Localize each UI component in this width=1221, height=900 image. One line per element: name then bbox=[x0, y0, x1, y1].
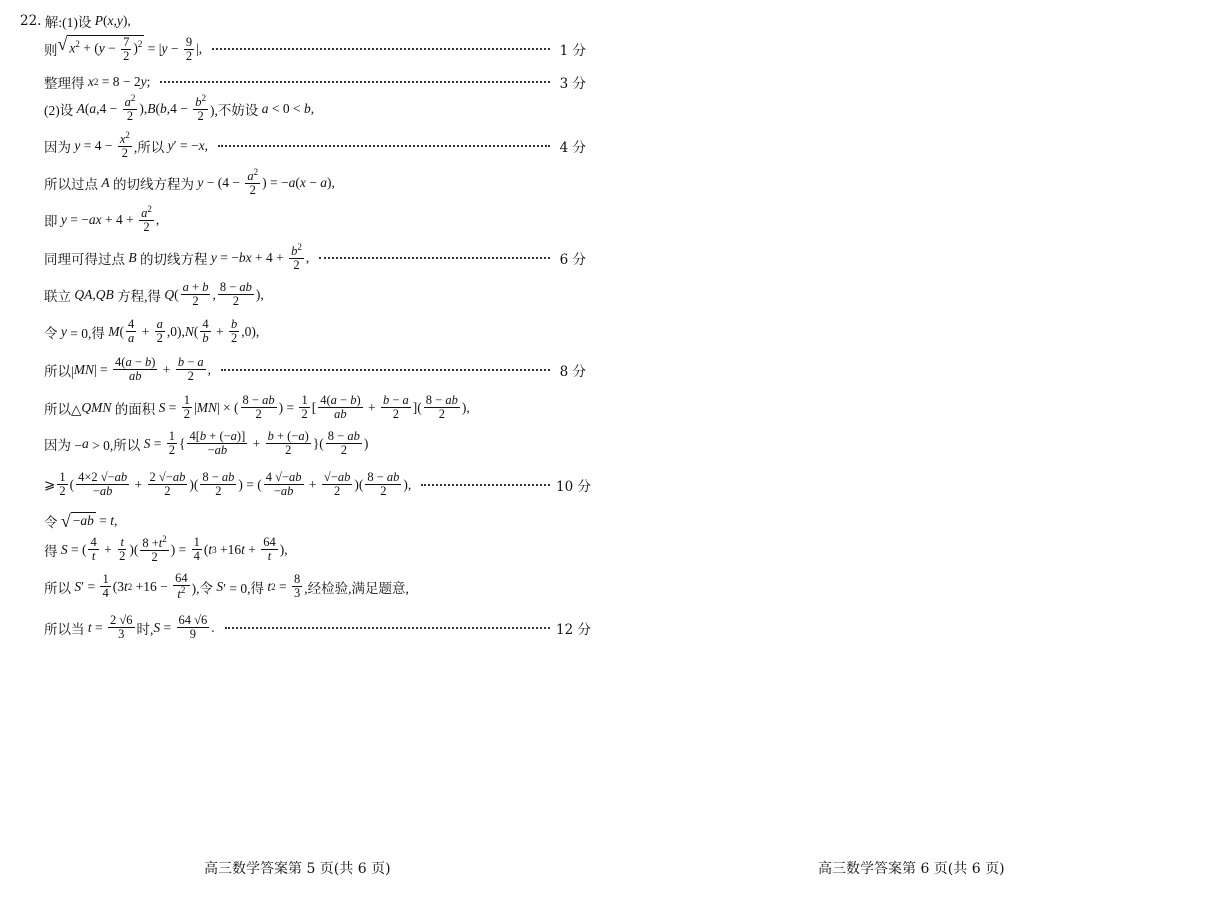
score-mark: 6 分 bbox=[559, 251, 586, 268]
solution-line-15 bbox=[44, 511, 586, 531]
line-text: 因为 y = 4 − $\frac{x^2}{2}$ ,所以 y ′ = − x , bbox=[44, 130, 208, 161]
line-text: 则 √ $x^2 + (y$ − $\frac{7}{2}$ )$^2$ = | y − $\frac{9}{2}$ |, bbox=[44, 34, 203, 64]
solution-line-7 bbox=[44, 205, 586, 234]
solution-line-11 bbox=[44, 356, 586, 383]
solution-line-13 bbox=[44, 430, 586, 457]
solution-line-6 bbox=[44, 168, 586, 197]
line-text: 所以过点 A 的切线方程为 y − (4 − $\frac{a^2}{2}$ ) = − a ( x − a ), bbox=[44, 167, 335, 198]
solution-line-2 bbox=[44, 35, 586, 63]
line-text: 解:(1)设 P ( x , y ), bbox=[41, 13, 131, 30]
line-text: 令 √ −ab = t , bbox=[44, 511, 118, 531]
page-footer-right: 高三数学答案第 6 页(共 6 页) bbox=[818, 861, 1005, 877]
line-text: (2)设 A ( a ,4 − $\frac{a^2}{2}$ ), B ( b ,4 − $\frac{b^2}{2}$ ),不妨设 a < 0 < b , bbox=[44, 93, 315, 124]
solution-line-8 bbox=[44, 243, 586, 272]
score-mark: 12 分 bbox=[556, 621, 591, 638]
line-text: 联立 QA , QB 方程,得 Q ( $\frac{a + b}{2}$ , $\frac{8 - ab}{2}$ ), bbox=[44, 280, 264, 309]
solution-line-17 bbox=[44, 572, 586, 601]
solution-line-14 bbox=[44, 470, 591, 499]
solution-line-1 bbox=[20, 11, 562, 31]
line-text: 所以 S ′ = $\frac{1}{4}$ (3 t 2 +16 − $\frac{64}{t^2}$ ),令 S ′ = 0,得 t 2 = $\frac{8}{3}$ ,经检验,满足题意, bbox=[44, 571, 409, 602]
solution-line-10 bbox=[44, 318, 586, 345]
dotted-leader bbox=[212, 48, 550, 50]
line-text: 同理可得过点 B 的切线方程 y = − bx + 4 + $\frac{b^2}{2}$ , bbox=[44, 242, 310, 273]
solution-line-3 bbox=[44, 72, 586, 92]
line-text: 整理得 x 2 = 8 − 2 y ; bbox=[44, 74, 151, 91]
score-mark: 8 分 bbox=[559, 363, 586, 380]
score-mark: 1 分 bbox=[559, 43, 586, 60]
dotted-leader bbox=[421, 484, 550, 486]
line-text: 所以当 t = $\frac{2 √6}{3}$ 时, S = $\frac{64 √6}{9}$ . bbox=[44, 613, 215, 642]
line-text: ⩾ $\frac{1}{2}$ ( $\frac{4\times 2 √-ab}{-ab}$ + $\frac{2 √-ab}{2}$ )( $\frac{8 - ab}{2}$ ) = ( $\frac{4 √-ab}{-ab}$ + $\frac{√-ab}{2}$ )( $\frac{8 - ab}{2}$ ), bbox=[44, 470, 412, 499]
line-text: 因为 − a > 0,所以 S = $\frac{1}{2}$ { $\frac{4[b + (-a)]}{-ab}$ + $\frac{b + (-a)}{2}$ }( $\frac{8 - ab}{2}$ ) bbox=[44, 429, 369, 458]
solution-line-9 bbox=[44, 281, 586, 308]
dotted-leader bbox=[225, 627, 550, 629]
solution-line-12 bbox=[44, 394, 586, 421]
line-text: 即 y = − ax + 4 + $\frac{a^2}{2}$ , bbox=[44, 204, 160, 235]
line-text: 令 y = 0,得 M ( $\frac{4}{a}$ + $\frac{a}{2}$ ,0), N ( $\frac{4}{b}$ + $\frac{b}{2}$ ,0), bbox=[44, 317, 260, 346]
score-mark: 3 分 bbox=[559, 76, 586, 92]
solution-line-16 bbox=[44, 535, 586, 564]
dotted-leader bbox=[319, 257, 550, 259]
line-text: 所以| MN | = $\frac{4(a - b)}{ab}$ + $\frac{b - a}{2}$ , bbox=[44, 355, 211, 384]
page-footer-left: 高三数学答案第 5 页(共 6 页) bbox=[204, 861, 391, 877]
line-text: 得 S = ( $\frac{4}{t}$ + $\frac{t}{2}$ )( $\frac{8 +t^2}{2}$ ) = $\frac{1}{4}$ ( t 3 +16 t + $\frac{64}{t}$ ), bbox=[44, 534, 288, 565]
dotted-leader bbox=[221, 369, 550, 371]
line-text: 所以△ QMN 的面积 S = $\frac{1}{2}$ | MN | × ( $\frac{8 - ab}{2}$ ) = $\frac{1}{2}$ [ $\frac{4(a - b)}{ab}$ + $\frac{b - a}{2}$ ]( $\frac{8 - ab}{2}$ ), bbox=[44, 393, 470, 422]
score-mark: 4 分 bbox=[559, 139, 586, 156]
dotted-leader bbox=[160, 81, 550, 83]
score-mark: 10 分 bbox=[556, 478, 591, 495]
solution-line-18 bbox=[44, 613, 591, 642]
solution-line-5 bbox=[44, 131, 586, 160]
dotted-leader bbox=[218, 145, 550, 147]
solution-line-4 bbox=[44, 94, 586, 123]
problem-number: 22. bbox=[20, 13, 42, 29]
